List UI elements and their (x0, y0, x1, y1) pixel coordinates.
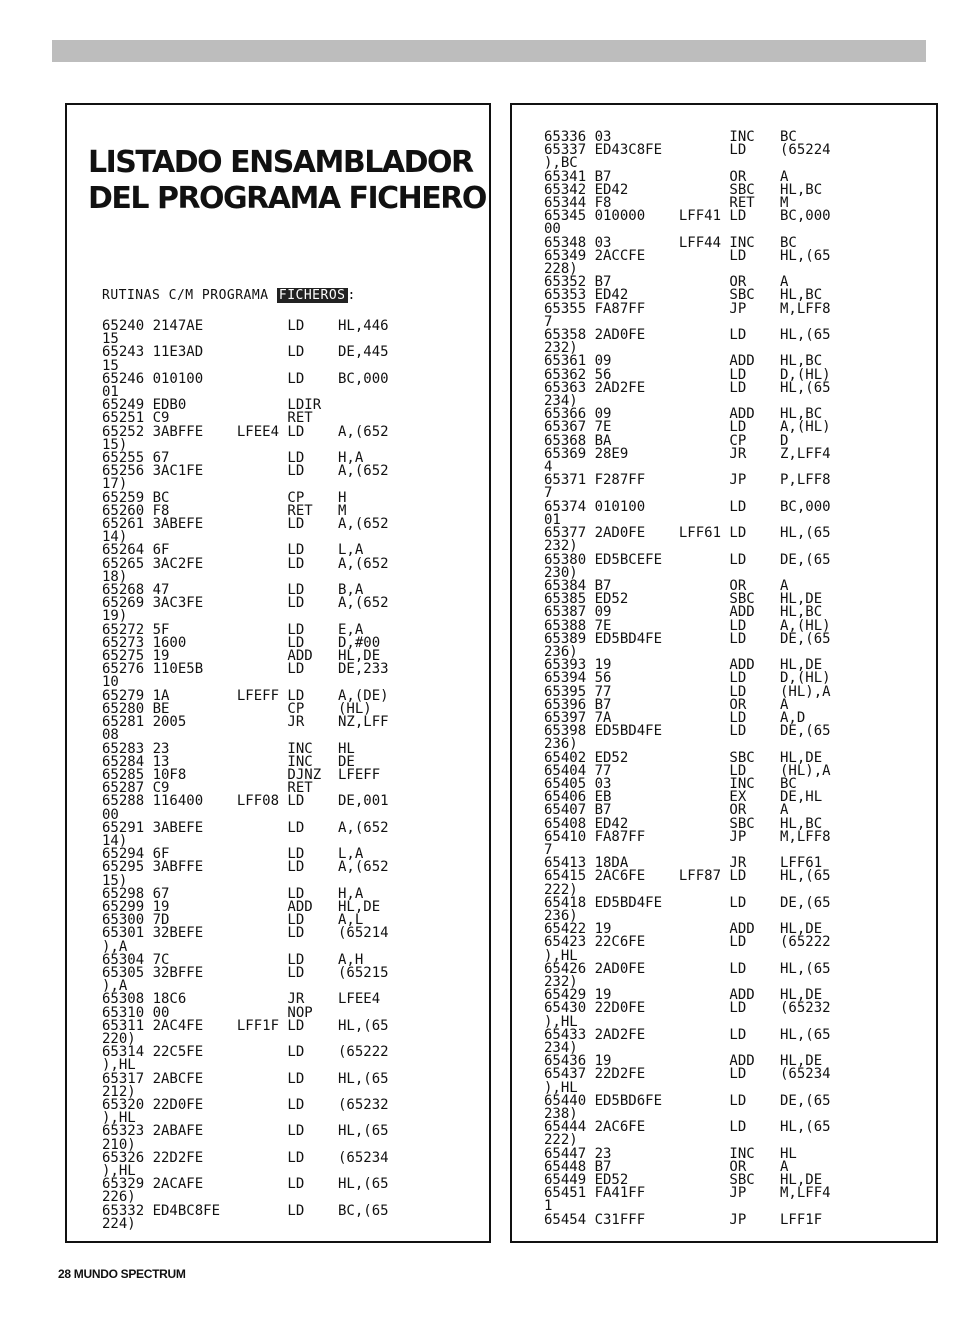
left-listing-panel (65, 103, 491, 1243)
page-footer: 28 MUNDO SPECTRUM (58, 1267, 186, 1281)
listing-subtitle (102, 288, 356, 303)
assembly-listing-right: 65336 03 INC BC 65337 ED43C8FE LD (65224 ),BC 65341 B7 OR A 65342 ED42 SBC HL,BC 65344 F8 RET M 65345 010000 LFF41 LD BC,000 00 65348 03 LFF44 INC BC 65349 2ACCFE LD HL,(65 228) 65352 B7 OR A 65353 ED42 SBC HL,BC 65355 FA87FF JP M,LFF8 7 65358 2AD0FE LD HL,(65 232) 65361 09 ADD HL,BC 65362 56 LD D,(HL) 65363 2AD2FE LD HL,(65 234) 65366 09 ADD HL,BC 65367 7E LD A,(HL) 65368 BA CP D 65369 28E9 JR Z,LFF4 4 65371 F287FF JP P,LFF8 7 65374 010100 LD BC,000 01 65377 2AD0FE LFF61 LD HL,(65 232) 65380 ED5BCEFE LD DE,(65 230) 65384 B7 OR A 65385 ED52 SBC HL,DE 65387 09 ADD HL,BC 65388 7E LD A,(HL) 65389 ED5BD4FE LD DE,(65 236) 65393 19 ADD HL,DE 65394 56 LD D,(HL) 65395 77 LD (HL),A 65396 B7 OR A 65397 7A LD A,D 65398 ED5BD4FE LD DE,(65 236) 65402 ED52 SBC HL,DE 65404 77 LD (HL),A 65405 03 INC BC 65406 EB EX DE,HL 65407 B7 OR A 65408 ED42 SBC HL,BC 65410 FA87FF JP M,LFF8 7 65413 18DA JR LFF61 65415 2AC6FE LFF87 LD HL,(65 222) 65418 ED5BD4FE LD DE,(65 236) 65422 19 ADD HL,DE 65423 22C6FE LD (65222 ),HL 65426 2AD0FE LD HL,(65 232) 65429 19 ADD HL,DE 65430 22D0FE LD (65232 ),HL 65433 2AD2FE LD HL,(65 234) 65436 19 ADD HL,DE 65437 22D2FE LD (65234 ),HL 65440 ED5BD6FE LD DE,(65 238) 65444 2AC6FE LD HL,(65 222) 65447 23 INC HL 65448 B7 OR A 65449 ED52 SBC HL,DE 65451 FA41FF JP M,LFF4 1 65454 C31FFF JP LFF1F (544, 129, 831, 1228)
top-gray-bar (52, 40, 926, 62)
subtitle-prefix: RUTINAS C/M PROGRAMA (102, 288, 277, 303)
subtitle-suffix: : (347, 288, 356, 303)
right-listing-panel (510, 103, 938, 1243)
title-line-2: DEL PROGRAMA FICHERO (88, 181, 486, 216)
assembly-listing-left: 65240 2147AE LD HL,446 15 65243 11E3AD LD DE,445 15 65246 010100 LD BC,000 01 65249 EDB0 LDIR 65251 C9 RET 65252 3ABFFE LFEE4 LD A,(652 15) 65255 67 LD H,A 65256 3AC1FE LD A,(652 17) 65259 BC CP H 65260 F8 RET M 65261 3ABEFE LD A,(652 14) 65264 6F LD L,A 65265 3AC2FE LD A,(652 18) 65268 47 LD B,A 65269 3AC3FE LD A,(652 19) 65272 5F LD E,A 65273 1600 LD D,#00 65275 19 ADD HL,DE 65276 110E5B LD DE,233 10 65279 1A LFEFF LD A,(DE) 65280 BE CP (HL) 65281 2005 JR NZ,LFF 08 65283 23 INC HL 65284 13 INC DE 65285 10F8 DJNZ LFEFF 65287 C9 RET 65288 116400 LFF08 LD DE,001 00 65291 3ABEFE LD A,(652 14) 65294 6F LD L,A 65295 3ABFFE LD A,(652 15) 65298 67 LD H,A 65299 19 ADD HL,DE 65300 7D LD A,L 65301 32BEFE LD (65214 ),A 65304 7C LD A,H 65305 32BFFE LD (65215 ),A 65308 18C6 JR LFEE4 65310 00 NOP 65311 2AC4FE LFF1F LD HL,(65 220) 65314 22C5FE LD (65222 ),HL 65317 2ABCFE LD HL,(65 212) 65320 22D0FE LD (65232 ),HL 65323 2ABAFE LD HL,(65 210) 65326 22D2FE LD (65234 ),HL 65329 2ACAFE LD HL,(65 226) 65332 ED4BC8FE LD BC,(65 224) (102, 318, 389, 1232)
title-line-1: LISTADO ENSAMBLADOR (88, 145, 473, 180)
subtitle-highlight: FICHEROS (278, 288, 346, 303)
article-title (88, 145, 486, 217)
